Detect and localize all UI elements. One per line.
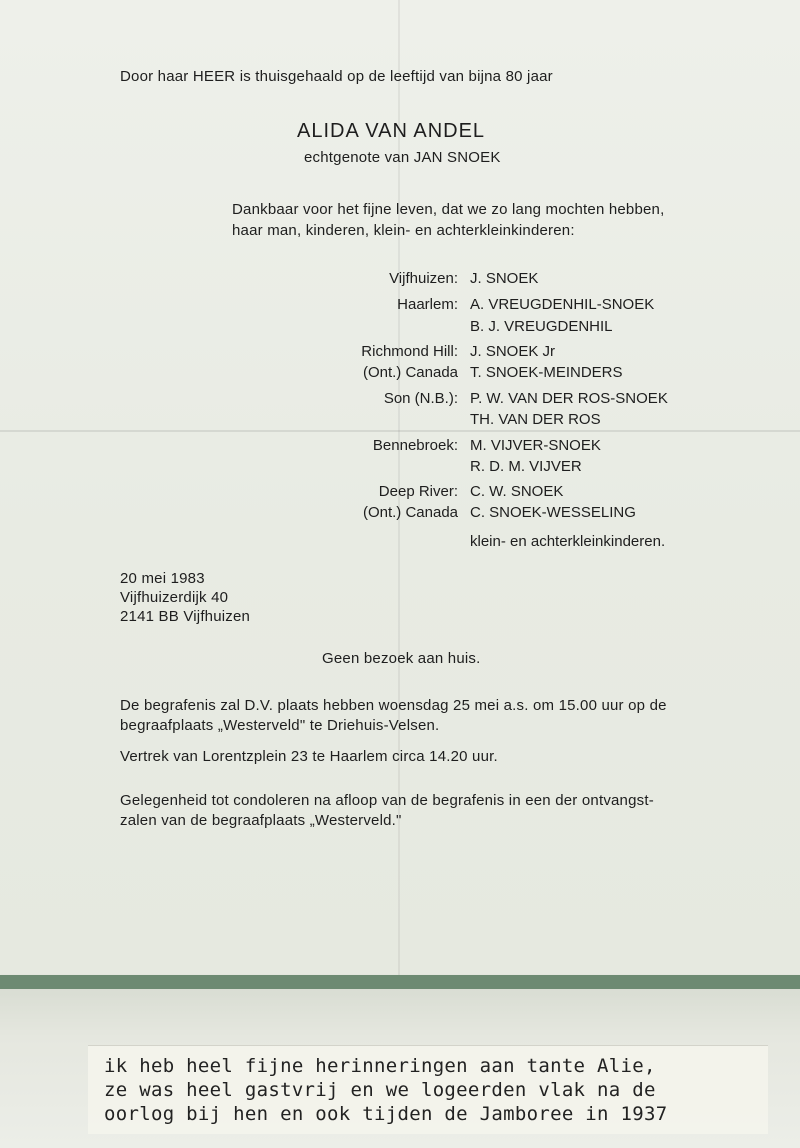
funeral-line-2: begraafplaats „Westerveld" te Driehuis-Velsen.: [120, 717, 440, 734]
no-visit-notice: Geen bezoek aan huis.: [322, 650, 481, 667]
family-location: Haarlem:: [397, 296, 458, 313]
family-member: C. W. SNOEK: [470, 483, 564, 500]
typed-note-line-2: ze was heel gastvrij en we logeerden vlak na de: [104, 1079, 656, 1101]
family-member: B. J. VREUGDENHIL: [470, 318, 613, 335]
condolence-line-2: zalen van de begraafplaats „Westerveld.": [120, 812, 402, 829]
family-member: A. VREUGDENHIL-SNOEK: [470, 296, 655, 313]
family-member: J. SNOEK Jr: [470, 343, 556, 360]
departure-line: Vertrek van Lorentzplein 23 te Haarlem circa 14.20 uur.: [120, 748, 498, 765]
paper-fold: [0, 430, 800, 432]
family-member: C. SNOEK-WESSELING: [470, 504, 636, 521]
card-border: [0, 975, 800, 989]
family-member: TH. VAN DER ROS: [470, 411, 601, 428]
family-member: M. VIJVER-SNOEK: [470, 437, 601, 454]
typed-note-line-3: oorlog bij hen en ook tijden de Jamboree in 1937: [104, 1103, 668, 1125]
spouse-line: echtgenote van JAN SNOEK: [304, 149, 501, 166]
family-location: Vijfhuizen:: [389, 270, 458, 287]
postal-address: 2141 BB Vijfhuizen: [120, 608, 251, 625]
family-member: R. D. M. VIJVER: [470, 458, 582, 475]
family-location-country: (Ont.) Canada: [362, 364, 458, 381]
grandchildren-line: klein- en achterkleinkinderen.: [470, 533, 666, 550]
family-member: T. SNOEK-MEINDERS: [470, 364, 623, 381]
gratitude-line-2: haar man, kinderen, klein- en achterkleinkinderen:: [232, 222, 575, 239]
family-location: Bennebroek:: [372, 437, 458, 454]
family-member: P. W. VAN DER ROS-SNOEK: [470, 390, 668, 407]
family-location: Son (N.B.):: [383, 390, 458, 407]
condolence-line-1: Gelegenheid tot condoleren na afloop van de begrafenis in een der ontvangst-: [120, 792, 654, 809]
intro-text: Door haar HEER is thuisgehaald op de leeftijd van bijna 80 jaar: [120, 68, 553, 85]
typed-note-line-1: ik heb heel fijne herinneringen aan tante Alie,: [104, 1055, 656, 1077]
funeral-line-1: De begrafenis zal D.V. plaats hebben woensdag 25 mei a.s. om 15.00 uur op de: [120, 697, 667, 714]
deceased-name: ALIDA VAN ANDEL: [297, 120, 486, 142]
family-member: J. SNOEK: [470, 270, 539, 287]
family-location: Deep River:: [378, 483, 458, 500]
family-location: Richmond Hill:: [361, 343, 458, 360]
date: 20 mei 1983: [120, 570, 205, 587]
gratitude-line-1: Dankbaar voor het fijne leven, dat we zo lang mochten hebben,: [232, 201, 665, 218]
street-address: Vijfhuizerdijk 40: [120, 589, 229, 606]
family-location-country: (Ont.) Canada: [362, 504, 458, 521]
